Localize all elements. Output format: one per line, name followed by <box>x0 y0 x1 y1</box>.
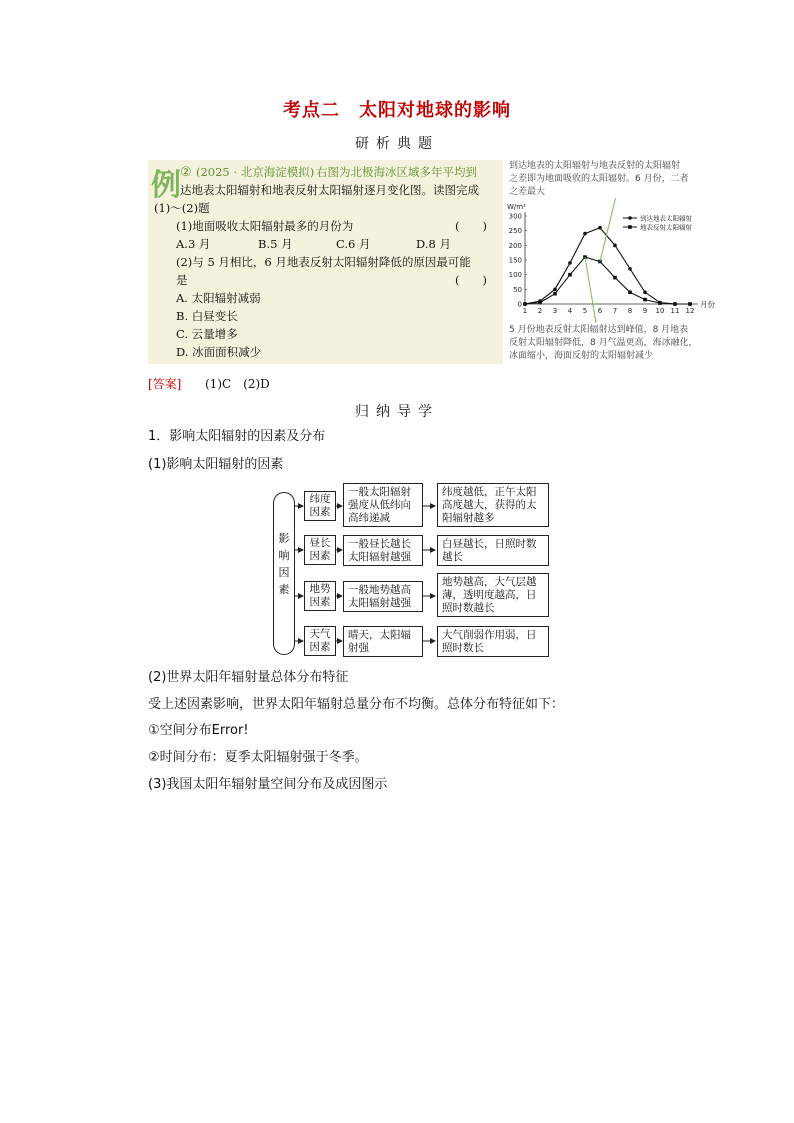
flow-rule-daylength: 一般昼长越长太阳辐射越强 <box>343 535 423 566</box>
data-point <box>688 302 692 306</box>
y-tick-label: 150 <box>508 256 522 265</box>
data-point <box>613 244 617 248</box>
example-mark: 例 <box>151 168 181 203</box>
heading-1c: (3)我国太阳年辐射量空间分布及成因图示 <box>148 777 388 792</box>
x-tick-label: 5 <box>582 307 588 315</box>
data-point <box>673 302 677 306</box>
series-line-1 <box>525 228 690 304</box>
legend-marker <box>628 225 632 229</box>
y-tick-label: 100 <box>508 271 522 280</box>
y-tick-label: 250 <box>508 227 522 236</box>
annotation-arrow-top <box>600 198 617 261</box>
example-text-2: 达地表太阳辐射和地表反射太阳辐射逐月变化图。读图完成 <box>180 183 479 197</box>
flow-result-altitude: 地势越高，大气层越薄，透明度越高，日照时数越长 <box>437 573 549 617</box>
x-tick-label: 3 <box>552 307 558 315</box>
note-top-line: 之差即为地面吸收的太阳辐射。6 月份，二者 <box>509 174 689 184</box>
q2-option-c: C. 云量增多 <box>176 327 238 341</box>
data-point <box>628 267 632 271</box>
note-bottom-line: 反射太阳辐射降低，8 月气温更高，海冰融化， <box>509 338 698 348</box>
note-bottom-line: 冰面缩小，海面反射的太阳辐射减少 <box>509 351 654 361</box>
heading-1b: (2)世界太阳年辐射量总体分布特征 <box>148 670 349 685</box>
radiation-line-chart <box>505 198 720 323</box>
q1-option-c: C.6 月 <box>336 237 371 251</box>
data-point <box>553 292 557 296</box>
data-point <box>583 232 587 236</box>
y-axis-label: W/m² <box>507 203 526 211</box>
q2-option-a: A. 太阳辐射减弱 <box>176 291 261 305</box>
question-1-paren: ( ) <box>455 219 487 233</box>
legend-marker <box>628 216 632 220</box>
answer-label: [答案] <box>148 377 182 391</box>
answer-text: (1)C (2)D <box>205 377 270 391</box>
x-tick-label: 12 <box>685 307 695 315</box>
flow-factor-daylength: 昼长因素 <box>304 535 336 565</box>
x-tick-label: 7 <box>612 307 618 315</box>
q2-option-b: B. 白昼变长 <box>176 309 238 323</box>
x-tick-label: 2 <box>537 307 543 315</box>
y-tick-label: 200 <box>508 241 522 250</box>
flow-result-latitude: 纬度越低，正午太阳高度越大，获得的太阳辐射越多 <box>437 483 549 527</box>
x-tick-label: 1 <box>522 307 528 315</box>
heading-1: 1．影响太阳辐射的因素及分布 <box>148 429 326 444</box>
data-point <box>568 261 572 265</box>
data-point <box>613 276 617 280</box>
paragraph-spatial: ①空间分布Error! <box>148 723 249 738</box>
data-point <box>598 226 602 230</box>
question-2-paren: ( ) <box>455 273 487 287</box>
series-line-2 <box>525 257 690 304</box>
x-axis-label: 月份 <box>700 300 715 309</box>
data-point <box>523 302 527 306</box>
data-point <box>628 290 632 294</box>
data-point <box>538 301 542 305</box>
flow-root-label: 影响因素 <box>278 532 290 596</box>
question-2-cont: 是 <box>176 273 188 287</box>
flow-factor-altitude: 地势因素 <box>304 581 336 611</box>
x-tick-label: 8 <box>627 307 633 315</box>
question-2: (2)与 5 月相比，6 月地表反射太阳辐射降低的原因最可能 <box>176 255 471 269</box>
q1-option-b: B.5 月 <box>258 237 293 251</box>
flow-factor-latitude: 纬度因素 <box>304 491 336 521</box>
y-tick-label: 50 <box>513 285 522 294</box>
data-point <box>568 273 572 277</box>
example-number: ② <box>180 165 192 180</box>
note-top <box>509 160 689 199</box>
flow-result-daylength: 白昼越长，日照时数越长 <box>437 535 549 566</box>
flow-result-weather: 大气削弱作用弱，日照时数长 <box>437 626 549 657</box>
paragraph-distribution: 受上述因素影响，世界太阳年辐射总量分布不均衡。总体分布特征如下： <box>148 697 565 712</box>
q1-option-d: D.8 月 <box>416 237 451 251</box>
x-tick-label: 10 <box>655 307 665 315</box>
y-tick-label: 0 <box>517 300 522 309</box>
note-bottom <box>509 324 698 363</box>
x-tick-label: 9 <box>642 307 648 315</box>
section-heading-study: 研析典题 <box>355 136 439 152</box>
example-text-1: 右图为北极海冰区域多年平均到 <box>316 165 477 179</box>
note-top-line: 之差最大 <box>509 187 546 197</box>
legend-label: 到达地表太阳辐射 <box>640 214 692 223</box>
data-point <box>643 298 647 302</box>
heading-1a: (1)影响太阳辐射的因素 <box>148 457 284 472</box>
example-text-3: (1)～(2)题 <box>154 201 210 215</box>
section-heading-guide: 归纳导学 <box>355 404 439 420</box>
page-title: 考点二 太阳对地球的影响 <box>283 100 511 121</box>
data-point <box>553 288 557 292</box>
question-1: (1)地面吸收太阳辐射最多的月份为 <box>176 219 354 233</box>
flow-rule-altitude: 一般地势越高太阳辐射越强 <box>343 581 423 612</box>
flow-rule-weather: 晴天，太阳辐射强 <box>343 626 423 657</box>
y-tick-label: 300 <box>508 212 522 221</box>
q2-option-d: D. 冰面面积减少 <box>176 345 262 359</box>
data-point <box>658 301 662 305</box>
example-source: (2025 · 北京海淀模拟) <box>196 165 315 179</box>
legend-label: 地表反射太阳辐射 <box>640 223 692 232</box>
x-tick-label: 11 <box>670 307 680 315</box>
q1-option-a: A.3 月 <box>176 237 211 251</box>
note-top-line: 到达地表的太阳辐射与地表反射的太阳辐射 <box>509 161 681 171</box>
paragraph-temporal: ②时间分布：夏季太阳辐射强于冬季。 <box>148 750 368 765</box>
x-tick-label: 4 <box>567 307 573 315</box>
x-tick-label: 6 <box>597 307 603 315</box>
flow-rule-latitude: 一般太阳辐射强度从低纬向高纬递减 <box>343 483 423 527</box>
flow-factor-weather: 天气因素 <box>304 626 336 656</box>
data-point <box>643 290 647 294</box>
note-bottom-line: 5 月份地表反射太阳辐射达到峰值，8 月地表 <box>509 325 689 335</box>
